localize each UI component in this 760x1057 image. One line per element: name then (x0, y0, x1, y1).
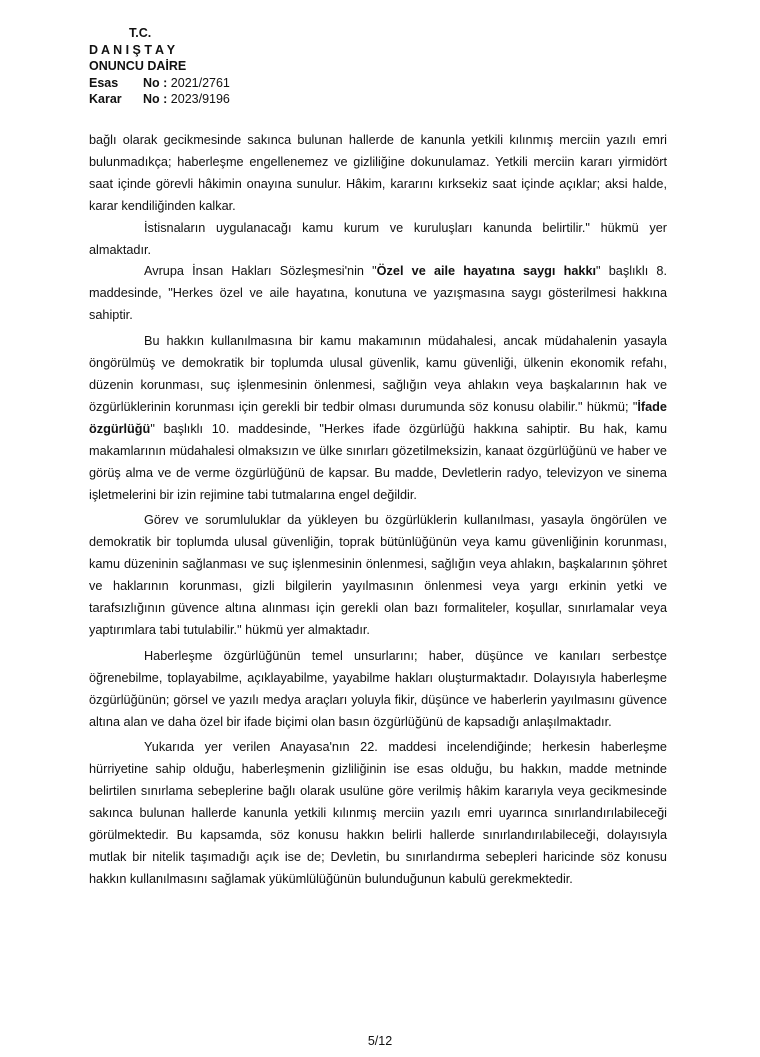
header-chamber: ONUNCU DAİRE (89, 59, 187, 74)
paragraph-7: Yukarıda yer verilen Anayasa'nın 22. maddesi incelendiğinde; herkesin haberleşme hürriyetine sahip olduğu, haberleşmenin gizliliğinin ise esas olduğu, bu hakkın, madde metninde belirtilen sınırlama sebeplerine bağlı olarak usulüne göre verilmiş hâkim kararıyla veya gecikmesinde sakınca bulunan hallerde kanunla yetkili kılınmış merciin yazılı emri uyarınca sınırlandırılabileceği görülmektedir. Bu kapsamda, söz konusu hakkın belirli hallerde sınırlandırılabileceği, dolayısıyla mutlak bir nitelik taşımadığı açık ise de; Devletin, bu sınırlandırma sebepleri haricinde söz konusu hakkın kullanılmasını sağlamak yükümlülüğünün bulunduğunun kabulü gerekmektedir. (89, 740, 667, 886)
header-karar-row (89, 91, 230, 108)
paragraph-2: İstisnaların uygulanacağı kamu kurum ve kuruluşları kanunda belirtilir." hükmü yer almaktadır. (89, 220, 667, 257)
paragraph-1: bağlı olarak gecikmesinde sakınca bulunan hallerde de kanunla yetkili kılınmış merciin yazılı emri bulunmadıkça; haberleşme engellenemez ve gizliliğine dokunulamaz. Yetkili merciin kararı yirmidört saat içinde görevli hâkimin onayına sunulur. Hâkim, kararını kırksekiz saat içinde açıklar; aksi halde, karar kendiliğinden kalkar. (89, 133, 667, 213)
karar-no-label: No : (143, 92, 168, 107)
paragraph-5: Görev ve sorumluluklar da yükleyen bu özgürlüklerin kullanılması, yasayla öngörülen ve demokratik bir toplumda ulusal güvenliğin, toprak bütünlüğünün veya kamu güvenliğinin korunması, kamu düzeninin sağlanması ve suç işlenmesinin önlenmesi, sağlığın veya ahlakın, başkalarının şöhret ve haklarının korunması, gizli bilgilerin yayılmasının önlenmesi veya yargı erkinin yetki ve tarafsızlığının güvence altına alınması için gerekli olan bazı formaliteler, koşullar, sınırlamalar veya yaptırımlara tabi tutulabilir." hükmü yer almaktadır. (89, 513, 667, 637)
paragraph-4: Bu hakkın kullanılmasına bir kamu makamının müdahalesi, ancak müdahalenin yasayla öngörülmüş ve demokratik bir toplumda ulusal güvenlik, kamu güvenliği, ülkenin ekonomik refahı, düzenin korunması, suç işlenmesinin önlenmesi, sağlığın veya ahlakın veya başkalarının hak ve özgürlüklerinin korunması için gerekli bir tedbir olması durumunda söz konusu olabilir." hükmü; "İfade özgürlüğü" başlıklı 10. maddesinde, "Herkes ifade özgürlüğü hakkına sahiptir. Bu hak, kamu makamlarının müdahalesi olmaksızın ve ülke sınırları gözetilmeksizin, kanaat özgürlüğünü ve haber ve görüş alma ve de verme özgürlüğünü de kapsar. Bu madde, Devletlerin radyo, televizyon ve sinema işletmelerini bir izin rejimine tabi tutmalarına engel değildir. (89, 334, 667, 502)
karar-value: 2023/9196 (170, 92, 230, 107)
document-header (89, 25, 230, 108)
bold-phrase: Özel ve aile hayatına saygı hakkı (376, 264, 597, 279)
header-tc: T.C. (129, 26, 152, 40)
esas-label: Esas (89, 75, 119, 90)
document-body (89, 130, 667, 891)
header-court: D A N I Ş T A Y (89, 42, 176, 57)
paragraph-3: Avrupa İnsan Hakları Sözleşmesi'nin "Özel ve aile hayatına saygı hakkı" başlıklı 8. maddesinde, "Herkes özel ve aile hayatına, konutuna ve yazışmasına saygı gösterilmesi hakkına sahiptir. (89, 264, 667, 323)
karar-label: Karar (89, 92, 122, 107)
esas-no-label: No : (143, 75, 168, 90)
esas-value: 2021/2761 (170, 75, 230, 90)
page-number: 5/12 (367, 1034, 393, 1048)
paragraph-6: Haberleşme özgürlüğünün temel unsurlarını; haber, düşünce ve kanıları serbestçe öğrenebilme, toplayabilme, açıklayabilme, yayabilme hakları oluşturmaktadır. Dolayısıyla haberleşme özgürlüğünün; görsel ve yazılı medya araçları yoluyla fikir, düşünce ve haberlerin yayılmasını güvence altına alan ve daha özel bir ifade biçimi olan basın özgürlüğünü de kapsadığı anlaşılmaktadır. (89, 648, 667, 729)
header-esas-row (89, 75, 230, 92)
bold-phrase: İfade özgürlüğü (89, 399, 667, 436)
